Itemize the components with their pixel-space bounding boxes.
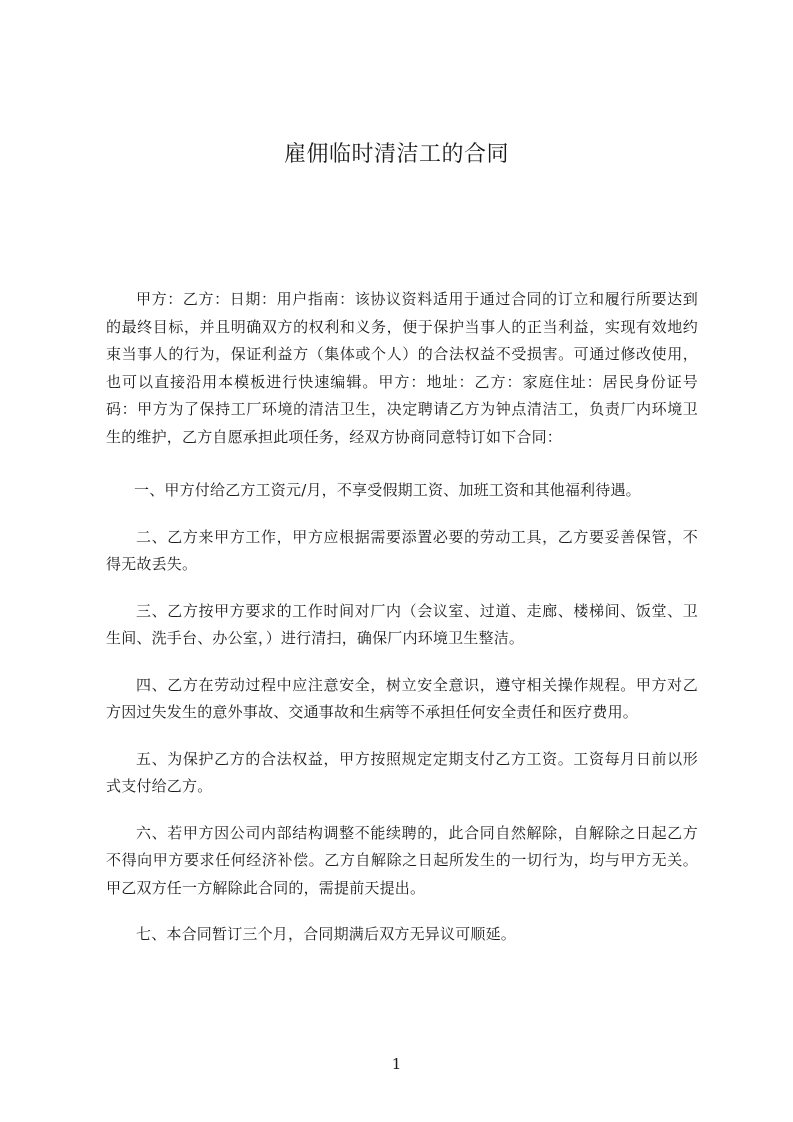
document-title: 雇佣临时清洁工的合同 <box>283 142 509 167</box>
clause-7: 七、本合同暂订三个月，合同期满后双方无异议可顺延。 <box>136 925 517 943</box>
clause-4: 四、乙方在劳动过程中应注意安全，树立安全意识，遵守相关操作规程。甲方对乙方因过失发生的意外事故、交通事故和生病等不承担任何安全责任和医疗费用。 <box>106 675 698 721</box>
clause-6: 六、若甲方因公司内部结构调整不能续聘的，此合同自然解除，自解除之日起乙方不得向甲方要求任何经济补偿。乙方自解除之日起所发生的一切行为，均与甲方无关。甲乙双方任一方解除此合同的，需提前天提出。 <box>106 823 698 897</box>
document-body <box>106 286 698 968</box>
clause-1: 一、甲方付给乙方工资元/月，不享受假期工资、加班工资和其他福利待遇。 <box>134 481 641 499</box>
intro-paragraph: 甲方：乙方：日期：用户指南：该协议资料适用于通过合同的订立和履行所要达到的最终目标，并且明确双方的权利和义务，便于保护当事人的正当利益，实现有效地约束当事人的行为，保证利益方（集体或个人）的合法权益不受损害。可通过修改使用，也可以直接沿用本模板进行快速编辑。甲方：地址：乙方：家庭住址：居民身份证号码：甲方为了保持工厂环境的清洁卫生，决定聘请乙方为钟点清洁工，负责厂内环境卫生的维护，乙方自愿承担此项任务，经双方协商同意特订如下合同： <box>106 290 698 446</box>
page-number: 1 <box>391 1055 402 1073</box>
clause-3: 三、乙方按甲方要求的工作时间对厂内（会议室、过道、走廊、楼梯间、饭堂、卫生间、洗手台、办公室，）进行清扫，确保厂内环境卫生整洁。 <box>106 601 698 647</box>
clause-2: 二、乙方来甲方工作，甲方应根据需要添置必要的劳动工具，乙方要妥善保管，不得无故丢失。 <box>106 527 698 573</box>
clause-5: 五、为保护乙方的合法权益，甲方按照规定定期支付乙方工资。工资每月日前以形式支付给乙方。 <box>106 749 698 795</box>
